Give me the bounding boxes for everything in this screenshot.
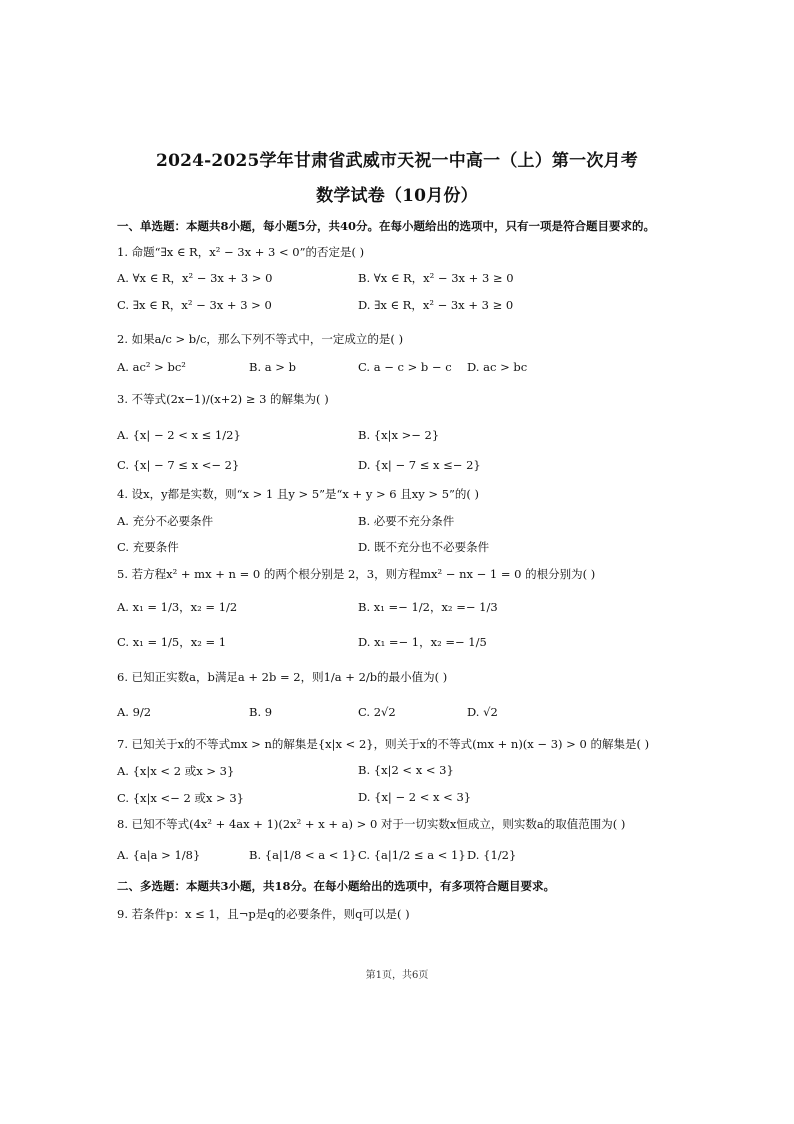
option-a: A. ∀x ∈ R，x² − 3x + 3 > 0 — [117, 271, 273, 285]
option-a: A. ac² > bc² — [117, 360, 186, 374]
page-footer: 第1页，共6页 — [365, 970, 429, 981]
option-d: D. {x| − 7 ≤ x ≤− 2} — [358, 458, 481, 472]
option-a: A. 9/2 — [117, 705, 152, 719]
option-a: A. {x| − 2 < x ≤ 1/2} — [117, 428, 241, 442]
exam-subtitle: 数学试卷（10月份） — [316, 186, 478, 206]
exam-title: 2024-2025学年甘肃省武威市天祝一中高一（上）第一次月考 — [156, 151, 638, 171]
option-d: D. √2 — [467, 705, 498, 719]
option-b: B. {x|x >− 2} — [358, 428, 440, 442]
option-b: B. {x|2 < x < 3} — [358, 763, 454, 777]
option-c: C. {a|1/2 ≤ a < 1} — [358, 848, 466, 862]
section-heading-single-choice: 一、单选题：本题共8小题，每小题5分，共40分。在每小题给出的选项中，只有一项是符合题目要求的。 — [117, 219, 656, 233]
option-c: C. {x|x <− 2 或x > 3} — [117, 791, 244, 805]
question-stem: 6. 已知正实数a，b满足a + 2b = 2，则1/a + 2/b的最小值为( ) — [117, 670, 448, 684]
question-stem: 2. 如果a/c > b/c，那么下列不等式中，一定成立的是( ) — [117, 332, 404, 346]
option-b: B. a > b — [249, 360, 296, 374]
question-stem: 4. 设x，y都是实数，则“x > 1 且y > 5”是“x + y > 6 且xy > 5”的( ) — [117, 487, 480, 501]
option-c: C. x₁ = 1/5，x₂ = 1 — [117, 635, 227, 649]
option-c: C. 充要条件 — [117, 540, 179, 554]
option-d: D. {1/2} — [467, 848, 517, 862]
question-stem: 1. 命题“∃x ∈ R，x² − 3x + 3 < 0”的否定是( ) — [117, 245, 365, 259]
question-stem: 8. 已知不等式(4x² + 4ax + 1)(2x² + x + a) > 0 对于一切实数x恒成立，则实数a的取值范围为( ) — [117, 817, 626, 831]
question-stem: 7. 已知关于x的不等式mx > n的解集是{x|x < 2}，则关于x的不等式(mx + n)(x − 3) > 0 的解集是( ) — [117, 737, 650, 751]
option-c: C. a − c > b − c — [358, 360, 452, 374]
option-c: C. {x| − 7 ≤ x <− 2} — [117, 458, 240, 472]
option-a: A. 充分不必要条件 — [117, 514, 214, 528]
option-d: D. x₁ =− 1，x₂ =− 1/5 — [358, 635, 487, 649]
option-b: B. ∀x ∈ R，x² − 3x + 3 ≥ 0 — [358, 271, 514, 285]
question-stem: 9. 若条件p：x ≤ 1，且¬p是q的必要条件，则q可以是( ) — [117, 907, 410, 921]
option-c: C. ∃x ∈ R，x² − 3x + 3 > 0 — [117, 298, 272, 312]
option-b: B. 必要不充分条件 — [358, 514, 455, 528]
option-d: D. {x| − 2 < x < 3} — [358, 790, 472, 804]
option-b: B. 9 — [249, 705, 273, 719]
option-d: D. 既不充分也不必要条件 — [358, 540, 490, 554]
option-d: D. ∃x ∈ R，x² − 3x + 3 ≥ 0 — [358, 298, 514, 312]
option-b: B. x₁ =− 1/2，x₂ =− 1/3 — [358, 600, 498, 614]
option-b: B. {a|1/8 < a < 1} — [249, 848, 357, 862]
option-d: D. ac > bc — [467, 360, 528, 374]
option-c: C. 2√2 — [358, 705, 396, 719]
question-stem: 5. 若方程x² + mx + n = 0 的两个根分别是 2，3，则方程mx² − nx − 1 = 0 的根分别为( ) — [117, 567, 596, 581]
option-a: A. {a|a > 1/8} — [117, 848, 201, 862]
option-a: A. {x|x < 2 或x > 3} — [117, 764, 235, 778]
question-stem: 3. 不等式(2x−1)/(x+2) ≥ 3 的解集为( ) — [117, 392, 329, 406]
option-a: A. x₁ = 1/3，x₂ = 1/2 — [117, 600, 238, 614]
section-heading-multiple-choice: 二、多选题：本题共3小题，共18分。在每小题给出的选项中，有多项符合题目要求。 — [117, 879, 556, 893]
